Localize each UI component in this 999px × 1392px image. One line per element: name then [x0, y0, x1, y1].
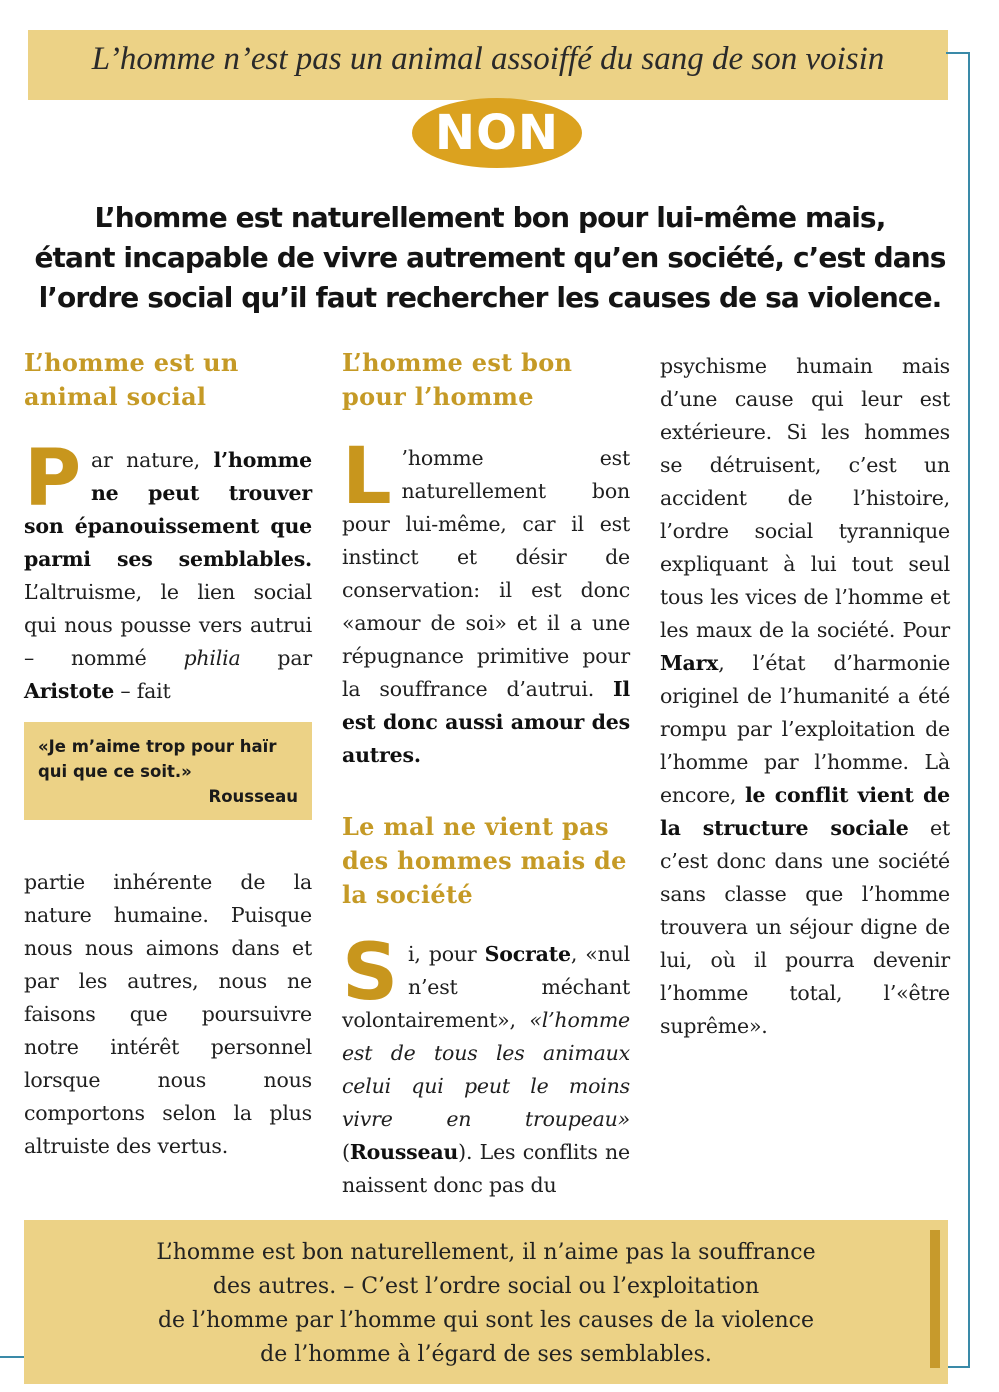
- column-2-body: [342, 432, 630, 772]
- column-1-body: [24, 434, 312, 708]
- text-run: , «nul n’est méchant volontairement»,: [342, 942, 630, 1032]
- conclusion-line: L’homme est bon naturellement, il n’aime pas la souffrance: [156, 1240, 816, 1265]
- column-2-body-2: [342, 928, 630, 1202]
- text-run-bold: Il est donc aussi amour des autres.: [342, 677, 630, 767]
- non-badge: [412, 98, 582, 168]
- column-1: [24, 346, 312, 708]
- quote-text: «Je m’aime trop pour haïr qui que ce soit.»: [38, 737, 277, 781]
- text-run: i, pour: [407, 942, 485, 966]
- column-2-heading-2: Le mal ne vient pas des hommes mais de la société: [342, 812, 627, 909]
- conclusion-box: [24, 1220, 948, 1384]
- text-run: – fait: [114, 679, 171, 703]
- thesis-line: étant incapable de vivre autrement qu’en société, c’est dans: [34, 241, 946, 274]
- conclusion-line: de l’homme à l’égard de ses semblables.: [260, 1342, 712, 1367]
- column-2-paragraph-1: [342, 432, 630, 772]
- text-run-bold: Marx: [660, 651, 719, 675]
- text-run: par: [240, 646, 312, 670]
- dropcap: P: [24, 434, 81, 524]
- text-run-italic: philia: [183, 646, 241, 670]
- text-run-bold: Socrate: [484, 942, 571, 966]
- column-1-continuation: [24, 866, 312, 1163]
- column-1-paragraph-2: partie inhérente de la nature humaine. Puisque nous nous aimons dans et par les autres, nous ne faisons que poursuivre notre intérêt personnel lorsque nous nous comportons selon la plus altruiste des vertus.: [24, 870, 312, 1158]
- dropcap: L: [342, 432, 392, 522]
- text-run: ar nature,: [90, 448, 214, 472]
- text-run: L’altruisme, le lien social qui nous pousse vers autrui – nommé: [24, 580, 312, 670]
- text-run: et c’est donc dans une société sans classe que l’homme trouvera un séjour digne de lui, où il pourra devenir l’homme total, l’«être suprême».: [660, 816, 950, 1038]
- title-band: [28, 30, 948, 100]
- column-2-heading: L’homme est bon pour l’homme: [342, 348, 573, 411]
- text-run: (: [342, 1140, 350, 1164]
- text-run-italic: «l’homme est de tous les animaux celui qui peut le moins vivre en troupeau»: [342, 1008, 630, 1131]
- thesis-line: L’homme est naturellement bon pour lui-même mais,: [94, 201, 886, 234]
- conclusion-line: des autres. – C’est l’ordre social ou l’exploitation: [212, 1274, 760, 1299]
- thesis: [20, 198, 960, 318]
- column-2-paragraph-2: [342, 928, 630, 1202]
- column-1-heading: L’homme est un animal social: [24, 348, 239, 411]
- page-title: L’homme n’est pas un animal assoiffé du sang de son voisin: [91, 41, 885, 77]
- text-run: psychisme humain mais d’une cause qui leur est extérieure. Si les hommes se détruisent, c’est un accident de l’histoire, l’ordre social tyrannique expliquant à lui tout seul tous les vices de l’homme et les maux de la société. Pour: [660, 354, 950, 642]
- column-3-paragraph: [660, 350, 950, 1043]
- conclusion-line: de l’homme par l’homme qui sont les causes de la violence: [157, 1308, 815, 1333]
- text-run: ’homme est naturellement bon pour lui-même, car il est instinct et désir de conservation: il est donc «amour de soi» et il a une répugnance primitive pour la souffrance d’autrui.: [342, 446, 630, 701]
- column-2: [342, 346, 630, 1202]
- text-run: ). Les conflits ne naissent donc pas du: [342, 1140, 630, 1197]
- dropcap: S: [342, 928, 398, 1018]
- column-3: [660, 350, 950, 1043]
- badge-label: NON: [434, 105, 560, 161]
- text-run-bold: le conflit vient de la structure sociale: [660, 783, 951, 840]
- conclusion-accent-bar: [930, 1230, 940, 1368]
- column-1-paragraph-1: [24, 434, 312, 708]
- quote-author: Rousseau: [208, 787, 298, 806]
- text-run-bold: l’homme ne peut trouver son épanouissement que parmi ses semblables.: [24, 448, 312, 571]
- text-run-bold: Rousseau: [349, 1140, 459, 1164]
- quote-box: [24, 722, 312, 820]
- text-run-bold: Aristote: [24, 679, 115, 703]
- text-run: , l’état d’harmonie originel de l’humanité a été rompu par l’exploitation de l’homme par l’homme. Là encore,: [660, 651, 950, 807]
- thesis-line: l’ordre social qu’il faut rechercher les causes de sa violence.: [38, 281, 942, 314]
